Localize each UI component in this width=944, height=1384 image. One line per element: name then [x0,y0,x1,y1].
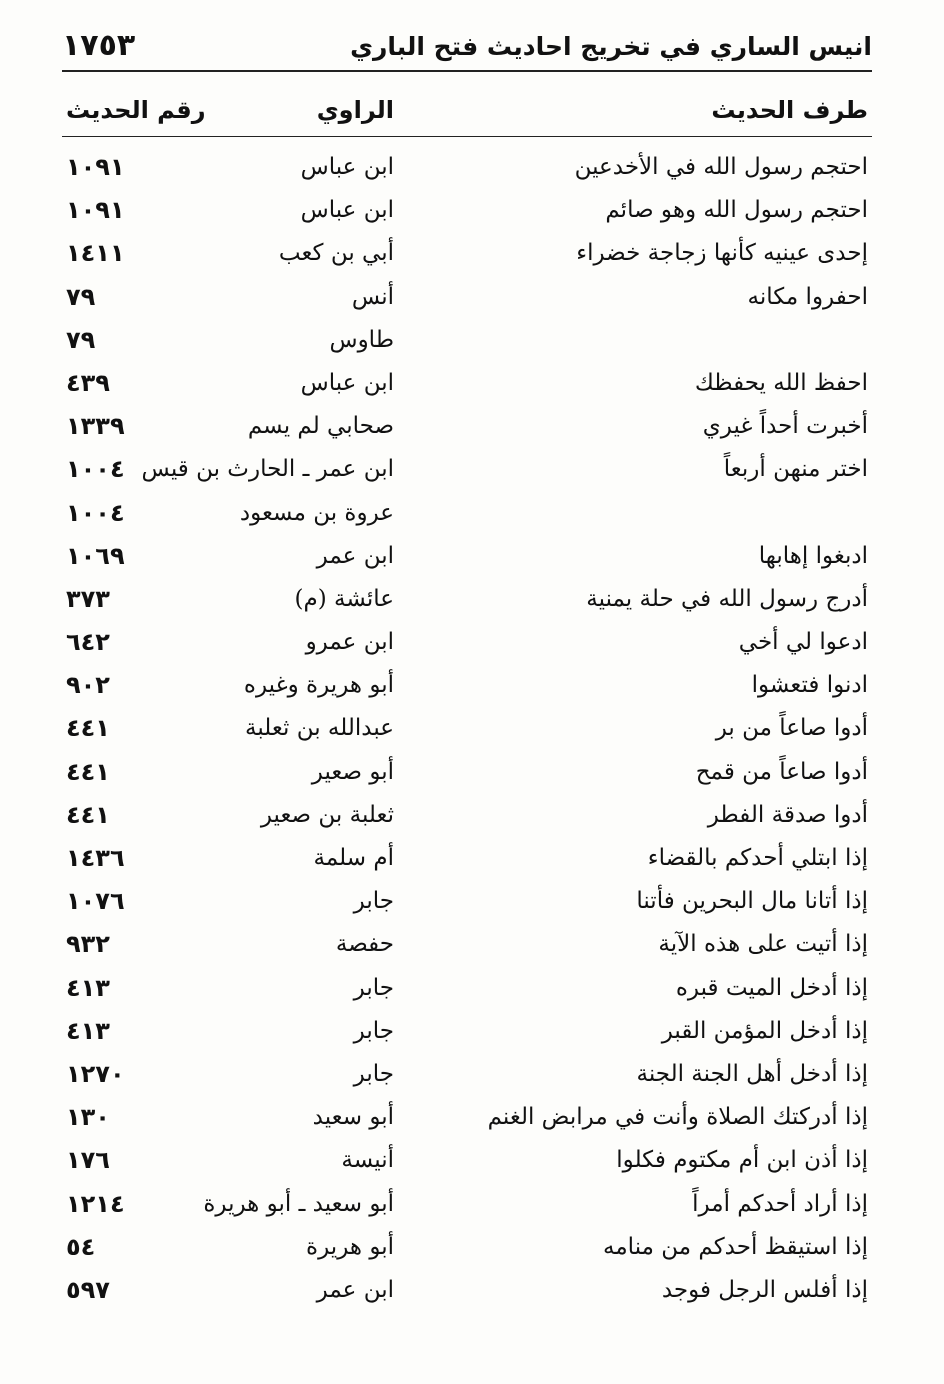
table-row [0,405,944,448]
hadith-start-cell: إذا أتيت على هذه الآية [658,931,868,958]
hadith-number-cell: ١٣٣٩ [66,412,125,441]
narrator-cell: جابر [353,888,394,915]
table-row [0,276,944,319]
narrator-cell: ابن عمر [316,1276,394,1303]
table-row [0,707,944,750]
hadith-number-cell: ٦٤٢ [66,628,110,657]
narrator-cell: عائشة (م) [294,585,394,612]
table-row [0,146,944,189]
hadith-start-cell: أدوا صدقة الفطر [707,801,868,828]
hadith-number-cell: ٩٣٢ [66,930,110,959]
hadith-start-cell: إذا استيقظ أحدكم من منامه [603,1233,868,1260]
hadith-start-cell: إذا أراد أحدكم أمراً [692,1190,868,1217]
hadith-start-cell: إحدى عينيه كأنها زجاجة خضراء [576,240,868,267]
hadith-start-cell: إذا أدخل أهل الجنة الجنة [636,1060,868,1087]
hadith-number-cell: ٤٤١ [66,714,110,743]
table-row [0,362,944,405]
hadith-number-cell: ١٢٧٠ [66,1059,125,1088]
table-row [0,967,944,1010]
table-row [0,1096,944,1139]
table-row [0,664,944,707]
hadith-number-cell: ٧٩ [66,325,96,354]
table-row [0,837,944,880]
hadith-number-cell: ٤٣٩ [66,368,110,397]
table-row [0,1183,944,1226]
hadith-start-cell: اختر منهن أربعاً [723,456,868,483]
table-row [0,535,944,578]
hadith-start-cell: احتجم رسول الله وهو صائم [605,197,868,224]
narrator-cell: ابن عمر ـ الحارث بن قيس [141,456,394,483]
narrator-cell: ابن عمرو [305,629,394,656]
hadith-start-cell: إذا أذن ابن أم مكتوم فكلوا [616,1147,868,1174]
hadith-start-cell: احفظ الله يحفظك [694,369,868,396]
hadith-number-cell: ١٤١١ [66,239,125,268]
table-row [0,621,944,664]
table-row [0,923,944,966]
column-header-hadith-start: طرف الحديث [711,96,868,124]
hadith-number-cell: ١٠٩١ [66,196,125,225]
hadith-number-cell: ٤٤١ [66,800,110,829]
narrator-cell: ابن عباس [300,369,394,396]
narrator-cell: أبو هريرة وغيره [243,672,394,699]
hadith-start-cell: احتجم رسول الله في الأخدعين [574,154,868,180]
narrator-cell: جابر [353,1060,394,1087]
hadith-number-cell: ٥٤ [66,1232,96,1261]
table-row [0,1010,944,1053]
table-row [0,319,944,362]
hadith-number-cell: ١٠٠٤ [66,498,125,527]
table-row [0,880,944,923]
column-header-hadith-number: رقم الحديث [66,96,206,124]
hadith-number-cell: ١٠٦٩ [66,541,125,570]
hadith-number-cell: ١٠٠٤ [66,455,125,484]
narrator-cell: أبو صعير [311,758,394,785]
hadith-number-cell: ١٣٠ [66,1103,110,1132]
page-number: ١٧٥٣ [62,28,136,63]
hadith-number-cell: ١٧٦ [66,1146,110,1175]
hadith-start-cell: أخبرت أحداً غيري [702,413,868,440]
hadith-number-cell: ٧٩ [66,282,96,311]
narrator-cell: أنيسة [341,1147,394,1174]
narrator-cell: ابن عباس [300,154,394,180]
narrator-cell: عبدالله بن ثعلبة [245,715,394,742]
hadith-number-cell: ١٠٩١ [66,153,125,181]
narrator-cell: ثعلبة بن صعير [260,801,394,828]
table-row [0,232,944,275]
table-row [0,189,944,232]
table-row [0,794,944,837]
narrator-cell: صحابي لم يسم [247,413,394,440]
book-title: انيس الساري في تخريج احاديث فتح الباري [350,32,872,61]
hadith-number-cell: ٩٠٢ [66,671,110,700]
hadith-start-cell: أدوا صاعاً من بر [715,715,868,742]
hadith-start-cell: أدوا صاعاً من قمح [695,758,868,785]
header-rule [62,70,872,72]
hadith-number-cell: ١٤٣٦ [66,844,125,872]
hadith-number-cell: ٤١٣ [66,973,110,1002]
hadith-start-cell: إذا ابتلي أحدكم بالقضاء [647,845,868,871]
table-row [0,751,944,794]
hadith-start-cell: إذا أدركتك الصلاة وأنت في مرابض الغنم [487,1104,868,1131]
narrator-cell: ابن عمر [316,542,394,569]
hadith-number-cell: ٤١٣ [66,1016,110,1045]
hadith-start-cell: ادنوا فتعشوا [751,672,868,699]
table-row [0,448,944,491]
narrator-cell: أبي بن كعب [278,240,394,267]
narrator-cell: أنس [351,283,394,310]
narrator-cell: حفصة [335,931,394,958]
narrator-cell: أبو هريرة [306,1233,394,1260]
column-header-narrator: الراوي [316,96,394,124]
narrator-cell: جابر [353,974,394,1001]
table-row [0,1139,944,1182]
hadith-start-cell: أدرج رسول الله في حلة يمنية [586,585,868,612]
narrator-cell: ابن عباس [300,197,394,224]
narrator-cell: أبو سعيد [312,1104,394,1131]
running-header [62,26,872,66]
hadith-start-cell: إذا أفلس الرجل فوجد [661,1276,868,1303]
hadith-number-cell: ٣٧٣ [66,584,110,613]
index-table [0,146,944,1312]
hadith-start-cell: ادعوا لي أخي [738,629,868,656]
table-row [0,1269,944,1312]
hadith-number-cell: ١٢١٤ [66,1189,125,1218]
hadith-start-cell: إذا أتانا مال البحرين فأتنا [636,888,868,915]
narrator-cell: أم سلمة [313,845,394,871]
narrator-cell: أبو سعيد ـ أبو هريرة [203,1190,394,1217]
table-row [0,1226,944,1269]
hadith-start-cell: ادبغوا إهابها [758,542,868,569]
hadith-start-cell: إذا أدخل الميت قبره [675,974,868,1001]
table-row [0,1053,944,1096]
narrator-cell: عروة بن مسعود [239,499,394,526]
hadith-number-cell: ٥٩٧ [66,1275,110,1304]
column-header-rule [62,136,872,137]
table-row [0,578,944,621]
hadith-start-cell: احفروا مكانه [747,283,868,310]
table-row [0,492,944,535]
narrator-cell: طاوس [329,326,394,353]
hadith-start-cell: إذا أدخل المؤمن القبر [661,1017,868,1044]
narrator-cell: جابر [353,1017,394,1044]
hadith-number-cell: ١٠٧٦ [66,887,125,916]
hadith-number-cell: ٤٤١ [66,757,110,786]
